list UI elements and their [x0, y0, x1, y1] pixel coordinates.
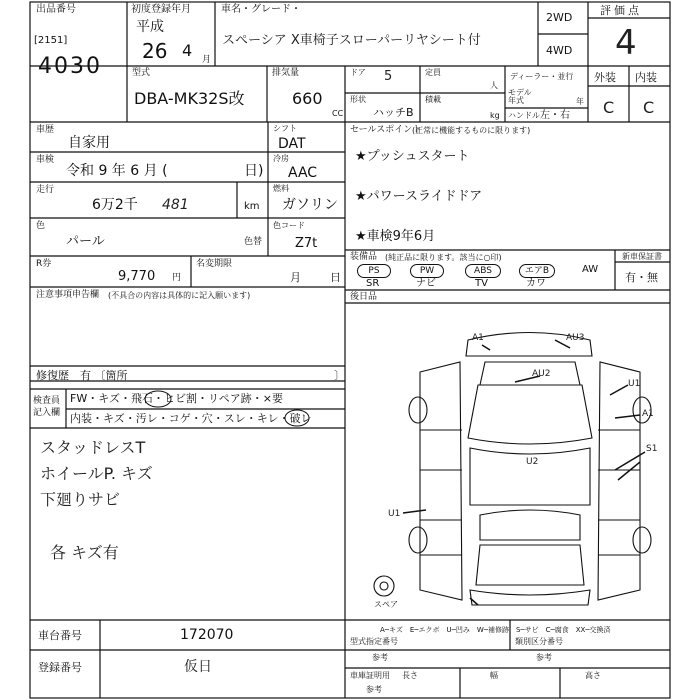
- score: 4: [615, 23, 637, 63]
- score-label: 評価点: [600, 4, 642, 17]
- equip-pw: PW: [410, 264, 444, 278]
- reg-handwritten: 仮日: [184, 659, 212, 675]
- month-unit: 月: [202, 55, 212, 65]
- displacement: 660: [292, 89, 323, 108]
- lot-number: 4030: [38, 54, 102, 79]
- reg-year: 26: [142, 39, 168, 63]
- color: パール: [66, 234, 105, 249]
- name-change-label: 名変期限: [196, 259, 233, 269]
- reg-month: 4: [182, 41, 193, 60]
- car-name: スペーシア X車椅子スローパーリヤシート付: [222, 33, 481, 48]
- mark-right-front: U1: [628, 379, 641, 389]
- mileage-label: 走行: [36, 185, 55, 195]
- color-code: Z7t: [295, 236, 318, 251]
- mileage-handwritten: 481: [162, 197, 189, 213]
- mark-front-left: A1: [472, 333, 484, 343]
- inspection-end: 日): [244, 163, 264, 179]
- equip-navi: ナビ: [416, 278, 436, 289]
- car-body-diagram: [374, 333, 651, 606]
- inspector-label: 検査員記入欄: [33, 396, 61, 418]
- mark-right-rust: S1: [646, 444, 658, 454]
- km-unit: km: [244, 201, 260, 212]
- equipment-note: (純正品に限ります。該当に○印): [385, 253, 502, 262]
- repair-close: 〕: [334, 369, 345, 382]
- chassis-number: 172070: [180, 627, 234, 643]
- handwritten-note-2: ホイールP. キズ: [40, 464, 153, 483]
- cert-ref: 参考: [366, 685, 382, 694]
- ticket-unit: 円: [172, 273, 182, 283]
- mark-left-side: U1: [388, 509, 401, 519]
- handwritten-note-3: 下廻りサビ: [40, 490, 121, 509]
- handle: 左・右: [540, 110, 570, 121]
- repair-label: 修復歴: [36, 369, 69, 382]
- ticket-label: R券: [36, 259, 52, 269]
- door: 5: [384, 69, 393, 84]
- spare-label: スペア: [374, 600, 398, 609]
- exterior-grade: C: [603, 98, 615, 117]
- model-num-label: 型式指定番号: [350, 637, 398, 646]
- era: 平成: [136, 19, 164, 35]
- fuel: ガソリン: [282, 197, 338, 213]
- equip-airbag: エアB: [519, 264, 555, 278]
- drive-2wd: 2WD: [546, 11, 573, 24]
- interior-grade: C: [643, 98, 655, 117]
- load-unit: kg: [490, 111, 500, 120]
- dealer-label: ディーラー・並行: [510, 72, 574, 81]
- ac-label: 冷房: [273, 154, 289, 163]
- year-unit: 年: [576, 97, 584, 106]
- inspection: 令和 9 年 6 月 (: [66, 163, 168, 179]
- model-num-ref: 参考: [372, 653, 388, 662]
- load-label: 積載: [425, 95, 441, 104]
- handle-label: ハンドル: [508, 111, 540, 120]
- recolor-label: 色替: [244, 237, 263, 247]
- name-grade-label: 車名・グレード・: [221, 4, 301, 15]
- interior-label: 内装: [635, 71, 657, 84]
- handwritten-note-4: 各 キズ有: [50, 543, 119, 562]
- capacity-unit: 人: [490, 81, 498, 90]
- door-label: ドア: [350, 68, 366, 77]
- equip-ps: PS: [357, 264, 391, 278]
- equip-tv: TV: [475, 278, 488, 289]
- color-code-label: 色コード: [273, 221, 305, 230]
- equip-abs: ABS: [465, 264, 501, 278]
- class-num-label: 類別区分番号: [515, 637, 563, 646]
- selling-points-note: (正常に機能するものに限ります): [412, 126, 531, 135]
- exterior-label: 外装: [594, 71, 616, 84]
- capacity-label: 定員: [425, 68, 441, 77]
- inspection-label: 車検: [36, 155, 55, 165]
- equip-aw: AW: [582, 264, 599, 275]
- selling-point-1: ★プッシュスタート: [355, 149, 470, 164]
- lot-label: 出品番号: [36, 4, 76, 15]
- history: 自家用: [68, 135, 110, 151]
- equip-leather: カワ: [526, 278, 546, 289]
- equipment-label: 装備品: [350, 252, 378, 262]
- history-label: 車歴: [36, 125, 55, 135]
- first-reg-label: 初度登録年月: [131, 4, 191, 15]
- caution-sub: (不具合の内容は具体的に記入願います): [108, 291, 251, 300]
- handwritten-note-1: スタッドレスT: [40, 438, 146, 457]
- chassis-label: 車台番号: [38, 629, 82, 642]
- model-label: 型式: [132, 68, 151, 78]
- displacement-label: 排気量: [272, 68, 300, 78]
- ac: AAC: [288, 165, 318, 181]
- equip-sr: SR: [366, 278, 380, 289]
- cc-unit: CC: [332, 109, 344, 118]
- class-num-ref: 参考: [536, 653, 552, 662]
- lot-sub: [2151]: [34, 35, 68, 46]
- warranty-label: 新車保証書: [622, 252, 662, 261]
- selling-points-label: セールスポイント: [350, 125, 422, 135]
- model-year-label: モデル年式: [508, 88, 532, 105]
- mark-right-side: A1: [642, 409, 654, 419]
- height-label: 高さ: [585, 671, 601, 680]
- mileage: 6万2千: [92, 197, 138, 213]
- model: DBA-MK32S改: [134, 89, 245, 108]
- cert-label: 車庫証明用: [350, 671, 390, 680]
- width-label: 幅: [490, 671, 498, 680]
- repair-value: 有 〔箇所: [80, 369, 128, 382]
- shape: ハッチB: [373, 106, 414, 119]
- interior-row: 内装・キズ・汚レ・コゲ・穴・スレ・キレ・破レ: [70, 412, 312, 425]
- name-change-day: 日: [330, 271, 341, 284]
- drive-4wd: 4WD: [546, 44, 573, 57]
- selling-point-3: ★車検9年6月: [355, 229, 436, 244]
- caution-label: 注意事項申告欄: [36, 290, 100, 300]
- mark-roof: U2: [526, 457, 539, 467]
- color-label: 色: [36, 221, 46, 231]
- attachment-label: 後日品: [350, 292, 378, 302]
- damage-legend: A─キズ E─エクボ U─凹み W─補修跡 S─サビ C─腐食 XX─交換済: [380, 626, 611, 634]
- length-label: 長さ: [402, 671, 418, 680]
- selling-point-2: ★パワースライドドア: [355, 189, 483, 204]
- reg-label: 登録番号: [38, 661, 82, 674]
- fw-row: FW・キズ・飛石・ヒビ割・リペア跡・×要: [70, 392, 283, 405]
- shift: DAT: [278, 136, 306, 152]
- mark-front-right: AU3: [566, 333, 585, 343]
- shift-label: シフト: [273, 124, 297, 133]
- mark-hood: AU2: [532, 369, 551, 379]
- warranty: 有・無: [625, 271, 658, 284]
- name-change-month: 月: [290, 271, 301, 284]
- fuel-label: 燃料: [273, 184, 289, 193]
- ticket: 9,770: [118, 269, 156, 284]
- shape-label: 形状: [350, 95, 366, 104]
